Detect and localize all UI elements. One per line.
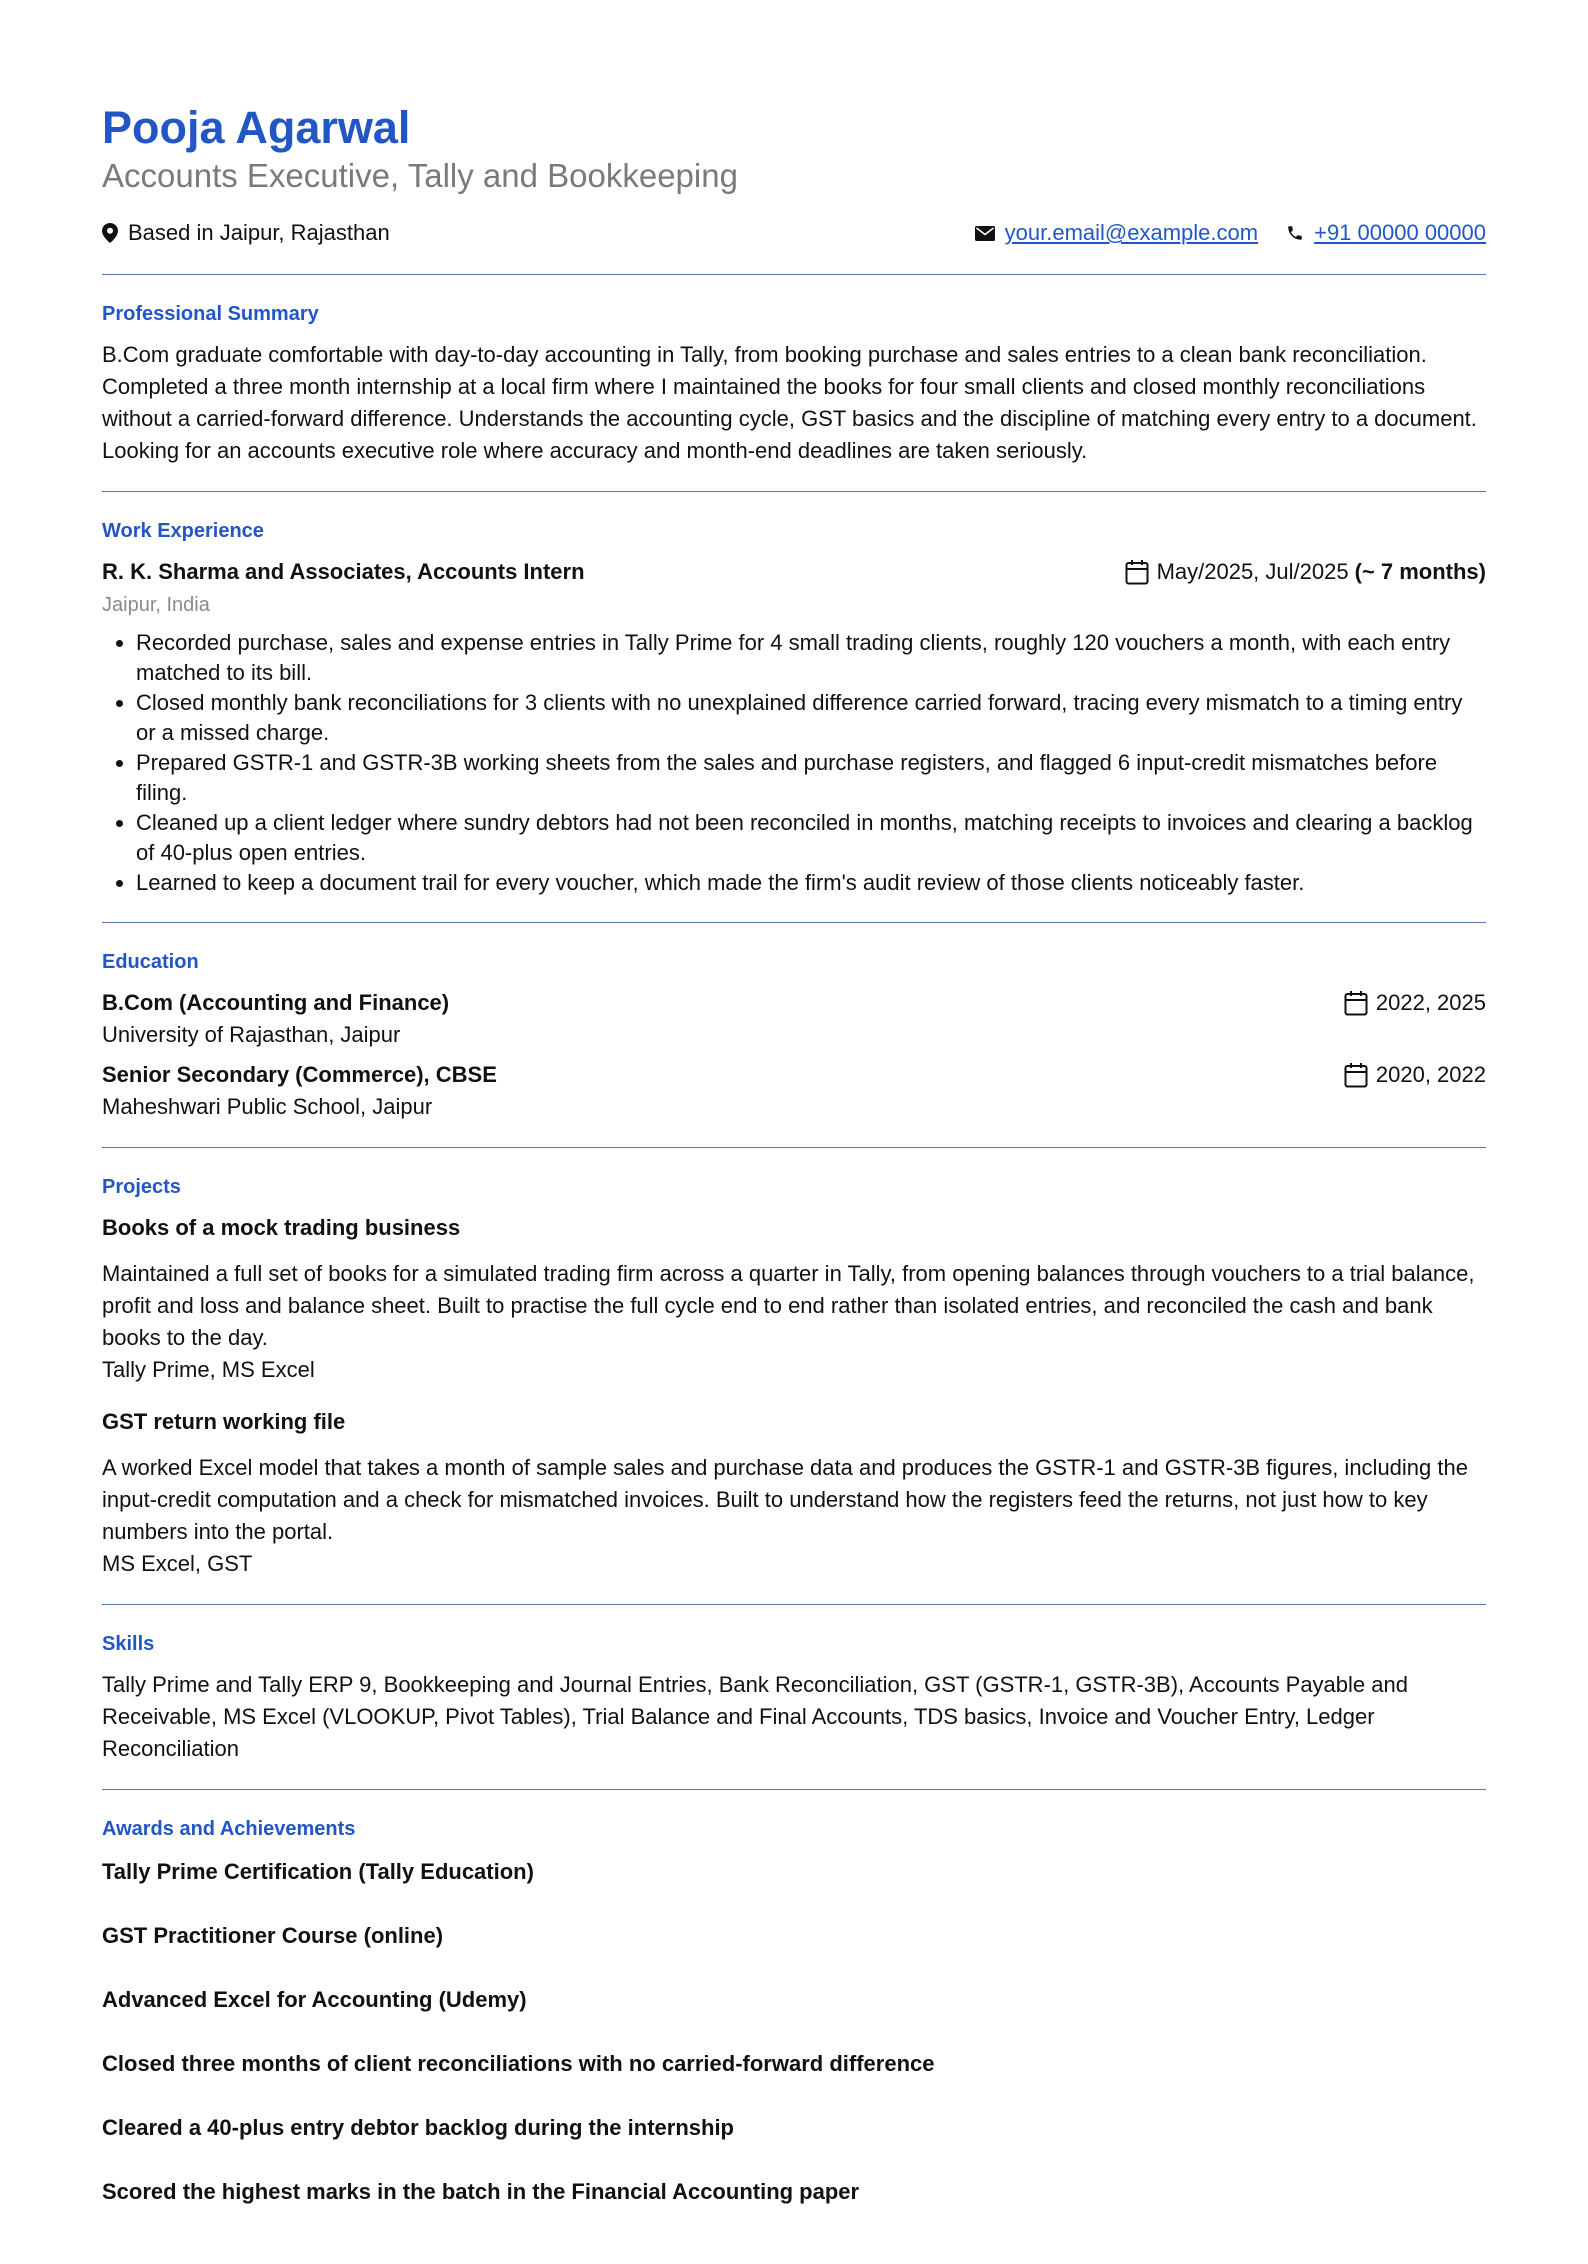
resume-page xyxy=(102,100,1486,2264)
school-name: Maheshwari Public School, Jaipur xyxy=(102,1094,433,1119)
phone-item xyxy=(1286,218,1486,248)
experience-location: Jaipur, India xyxy=(102,594,210,616)
contact-row xyxy=(102,218,1486,248)
experience-section xyxy=(102,492,1486,922)
section-title-summary: Professional Summary xyxy=(102,303,319,325)
date-range: 2020, 2022 xyxy=(1375,1062,1486,1087)
awards-section xyxy=(102,1790,1486,2264)
calendar-icon xyxy=(1344,1062,1368,1088)
summary-section xyxy=(102,275,1486,491)
experience-bullets xyxy=(102,628,1486,898)
email-link[interactable]: your.email@example.com xyxy=(1004,220,1259,245)
awards-list xyxy=(102,1856,1486,2208)
section-title-projects: Projects xyxy=(102,1176,181,1198)
contact-links xyxy=(975,218,1486,248)
list-item: • Learned to keep a document trail for every voucher, which made the firm's audit review of those clients noticeably faster. xyxy=(136,868,1486,898)
candidate-headline: Accounts Executive, Tally and Bookkeeping xyxy=(102,157,738,194)
school-name: University of Rajasthan, Jaipur xyxy=(102,1022,401,1047)
date-range: 2022, 2025 xyxy=(1375,990,1486,1015)
duration: (~ 7 months) xyxy=(1354,559,1486,584)
section-title-skills: Skills xyxy=(102,1633,155,1655)
award-item: Scored the highest marks in the batch in the Financial Accounting paper xyxy=(102,2179,860,2204)
location-text: Based in Jaipur, Rajasthan xyxy=(128,220,390,245)
skills-section xyxy=(102,1605,1486,1789)
experience-dates xyxy=(1125,556,1486,588)
candidate-name: Pooja Agarwal xyxy=(102,102,411,153)
award-item: Cleared a 40-plus entry debtor backlog during the internship xyxy=(102,2115,734,2140)
company-name: R. K. Sharma and Associates xyxy=(102,559,406,584)
project-name: GST return working file xyxy=(102,1409,346,1434)
list-item: • Prepared GSTR-1 and GSTR-3B working sheets from the sales and purchase registers, and flagged 6 input-credit mismatches before filing. xyxy=(136,748,1486,808)
map-pin-icon xyxy=(102,223,118,243)
education-item xyxy=(102,1059,1486,1123)
award-item: Advanced Excel for Accounting (Udemy) xyxy=(102,1987,527,2012)
project-description: A worked Excel model that takes a month of sample sales and purchase data and produces the GSTR-1 and GSTR-3B figures, including the input-credit computation and a check for mismatched invoices. Built to understand how the registers feed the returns, not just how to key numbers into the portal. xyxy=(102,1455,1468,1544)
phone-link[interactable]: +91 00000 00000 xyxy=(1314,220,1486,245)
project-tools: Tally Prime, MS Excel xyxy=(102,1357,315,1382)
education-section xyxy=(102,923,1486,1147)
calendar-icon xyxy=(1125,559,1149,585)
award-item: GST Practitioner Course (online) xyxy=(102,1923,444,1948)
list-item: • Closed monthly bank reconciliations for 3 clients with no unexplained difference carried forward, tracing every mismatch to a timing entry or a missed charge. xyxy=(136,688,1486,748)
degree-name: Senior Secondary (Commerce), CBSE xyxy=(102,1062,497,1087)
section-title-education: Education xyxy=(102,951,199,973)
summary-text: B.Com graduate comfortable with day-to-day accounting in Tally, from booking purchase and sales entries to a clean bank reconciliation. Completed a three month internship at a local firm where I maintained the books for four small clients and closed monthly reconciliations without a carried-forward difference. Understands the accounting cycle, GST basics and the discipline of matching every entry to a document. Looking for an accounts executive role where accuracy and month-end deadlines are taken seriously. xyxy=(102,342,1477,463)
education-dates xyxy=(1344,1059,1486,1091)
list-item: • Recorded purchase, sales and expense entries in Tally Prime for 4 small trading clients, roughly 120 vouchers a month, with each entry matched to its bill. xyxy=(136,628,1486,688)
project-item xyxy=(102,1212,1486,1386)
projects-section xyxy=(102,1148,1486,1604)
section-title-awards: Awards and Achievements xyxy=(102,1818,356,1840)
calendar-icon xyxy=(1344,990,1368,1016)
phone-icon xyxy=(1286,224,1304,242)
email-item xyxy=(975,218,1258,248)
project-name: Books of a mock trading business xyxy=(102,1215,461,1240)
project-tools: MS Excel, GST xyxy=(102,1551,253,1576)
job-role: Accounts Intern xyxy=(417,559,585,584)
section-title-experience: Work Experience xyxy=(102,520,264,542)
list-item: • Cleaned up a client ledger where sundry debtors had not been reconciled in months, matching receipts to invoices and clearing a backlog of 40-plus open entries. xyxy=(136,808,1486,868)
envelope-icon xyxy=(975,226,995,241)
date-range: May/2025, Jul/2025 xyxy=(1156,559,1349,584)
award-item: Tally Prime Certification (Tally Education) xyxy=(102,1859,534,1884)
location-item xyxy=(102,218,390,248)
experience-title: R. K. Sharma and Associates, Accounts Intern xyxy=(102,559,585,584)
experience-header xyxy=(102,556,1486,588)
education-dates xyxy=(1344,987,1486,1019)
award-item: Closed three months of client reconciliations with no carried-forward difference xyxy=(102,2051,935,2076)
degree-name: B.Com (Accounting and Finance) xyxy=(102,990,450,1015)
skills-text: Tally Prime and Tally ERP 9, Bookkeeping and Journal Entries, Bank Reconciliation, GST (GSTR-1, GSTR-3B), Accounts Payable and Receivable, MS Excel (VLOOKUP, Pivot Tables), Trial Balance and Final Accounts, TDS basics, Invoice and Voucher Entry, Ledger Reconciliation xyxy=(102,1672,1408,1761)
project-description: Maintained a full set of books for a simulated trading firm across a quarter in Tally, from opening balances through vouchers to a trial balance, profit and loss and balance sheet. Built to practise the full cycle end to end rather than isolated entries, and reconciled the cash and bank books to the day. xyxy=(102,1261,1475,1350)
project-item xyxy=(102,1406,1486,1580)
education-item xyxy=(102,987,1486,1051)
